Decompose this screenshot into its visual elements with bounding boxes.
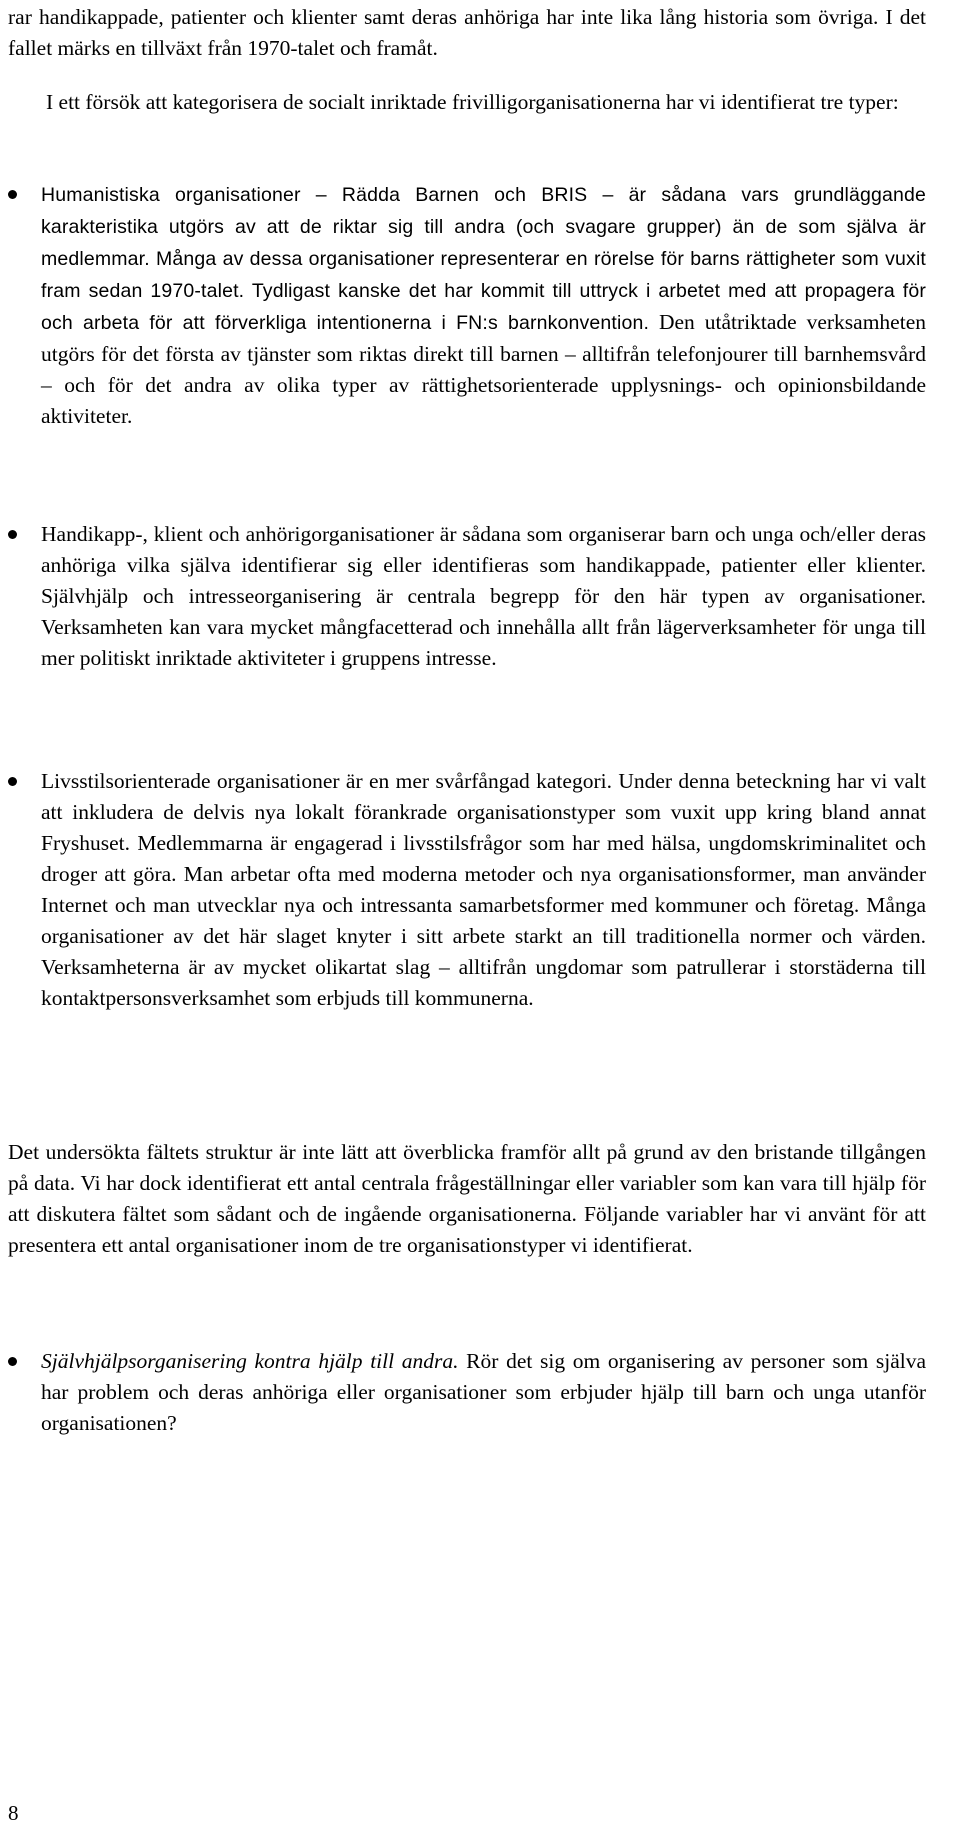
- selfhelp-versus-helping-others-text: [41, 1346, 926, 1439]
- disability-client-relative-organisations-text: Handikapp-, klient och anhörigorganisationer är sådana som organiserar barn och unga och/eller deras anhöriga vilka själva identifierar sig eller identifieras som handikappade, patienter eller klienter. Självhjälp och intresseorganisering är centrala begrepp för den här typen av organisationer. Verksamheten kan vara mycket mångfacetterad och innehålla allt från lägerverksamheter för unga till mer politiskt inriktade aktiviteter i gruppens intresse.: [41, 522, 926, 670]
- intro-continued-paragraph: rar handikappade, patienter och klienter samt deras anhöriga har inte lika lång historia som övriga. I det fallet märks en tillväxt från 1970-talet och framåt.: [8, 5, 926, 60]
- lifestyle-organisations-text: Livsstilsorienterade organisationer är en mer svårfångad kategori. Under denna beteckning har vi valt att inkludera de delvis nya lokalt förankrade organisationstyper som vuxit upp kring bland annat Fryshuset. Medlemmarna är engagerad i livsstilsfrågor som har med hälsa, ungdomskriminalitet och droger att göra. Man arbetar ofta med moderna metoder och nya organisationsformer, man använder Internet och man utvecklar nya och intressanta samarbetsformer med kommuner och företag. Många organisationer av det här slaget knyter i sitt arbete starkt an till traditionella normer och värden. Verksamheterna är av mycket olikartat slag – alltifrån ungdomar som patrullerar i storstäderna till kontaktpersonsverksamhet som erbjuds till kommunerna.: [41, 769, 926, 1010]
- variable-description: Rör det sig om organisering av personer som själva har problem och deras anhöriga eller organisationer som erbjuder hjälp till barn och unga utanför organisationen?: [41, 1349, 926, 1435]
- humanistic-organisations-main: Humanistiska organisationer – Rädda Barnen och BRIS – är sådana vars grundläggande karakteristika utgörs av att de riktar sig till andra (och svagare grupper) än de som själva är medlemmar. Många av dessa organisationer representerar en rörelse för barns rättigheter som vuxit fram sedan 1970-talet. Tydligast kanske det har kommit till uttryck i arbetet med att propagera för och arbeta för att förverkliga intentionerna i FN:s barnkonvention.: [41, 184, 926, 334]
- humanistic-organisations-continued: Den utåtriktade verksamheten utgörs för det första av tjänster som riktas direkt till barnen – alltifrån telefonjourer till barnhemsvård – och för det andra av olika typer av rättighetsorienterade upplysnings- och opinionsbildande aktiviteter.: [41, 310, 926, 428]
- page-number: 8: [8, 1801, 19, 1825]
- humanistic-organisations-text: [41, 179, 926, 432]
- bullet-icon: [8, 190, 17, 199]
- typology-intro-paragraph: I ett försök att kategorisera de socialt inriktade frivilligorganisationerna har vi identifierat tre typer:: [46, 90, 899, 114]
- list-item-humanistic-organisations: [8, 179, 926, 432]
- bullet-icon: [8, 777, 17, 786]
- list-item-disability-client-relative-organisations: [8, 519, 926, 674]
- variable-heading: Självhjälpsorganisering kontra hjälp till andra.: [41, 1349, 459, 1373]
- bullet-icon: [8, 1357, 17, 1366]
- list-item-selfhelp-versus-helping-others: [8, 1346, 926, 1439]
- bullet-icon: [8, 530, 17, 539]
- list-item-lifestyle-organisations: [8, 766, 926, 1014]
- field-structure-paragraph: Det undersökta fältets struktur är inte lätt att överblicka framför allt på grund av den bristande tillgången på data. Vi har dock identifierat ett antal centrala frågeställningar eller variabler som kan vara till hjälp för att diskutera fältet som sådant och de ingående organisationerna. Följande variabler har vi använt för att presentera ett antal organisationer inom de tre organisationstyper vi identifierat.: [8, 1140, 926, 1257]
